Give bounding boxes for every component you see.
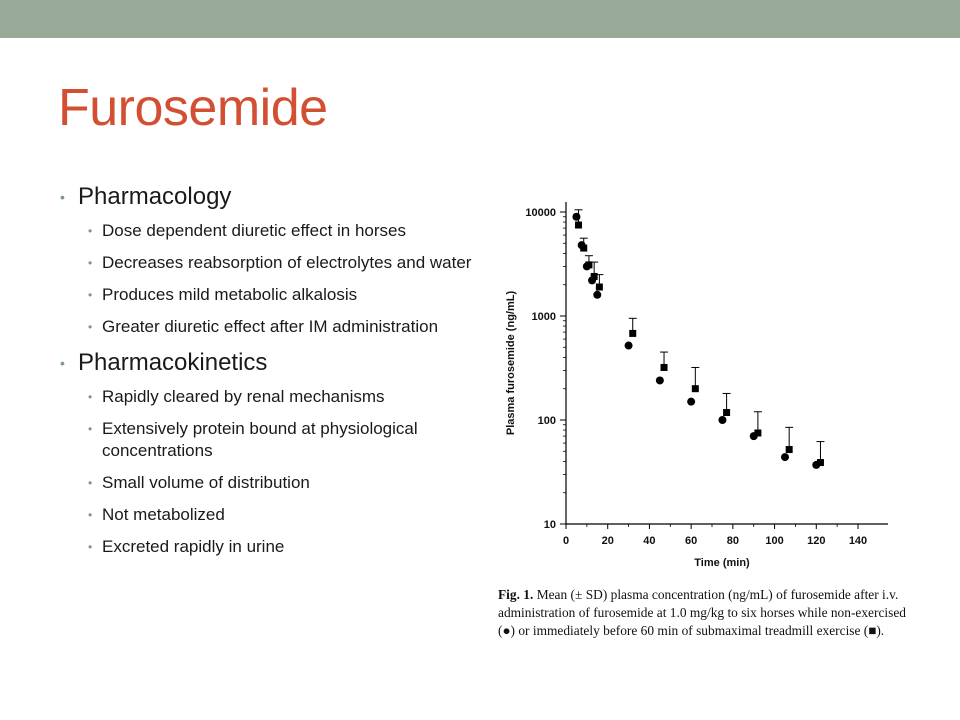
sub-bullet [60,316,480,338]
data-point-square [786,446,793,453]
x-tick-label: 140 [848,535,868,547]
data-point-circle [625,342,633,350]
x-tick-label: 100 [765,535,784,547]
bullet-dot-icon: • [88,390,93,404]
top-band [0,0,960,38]
sub-bullet-text: Greater diuretic effect after IM administration [102,317,439,336]
data-point-square [661,364,668,371]
bullet-dot-icon: • [88,288,93,302]
x-tick-label: 60 [685,535,698,547]
section-pharmacology [60,182,480,338]
y-tick-label: 10 [543,519,556,531]
x-tick-label: 0 [562,535,570,547]
sub-bullet [60,284,480,306]
sub-bullet-text: Extensively protein bound at physiological concentrations [102,419,418,460]
sub-bullet-text: Small volume of distribution [102,473,310,492]
y-tick-label: 10000 [525,207,556,219]
bullet-dot-icon: • [60,189,65,205]
sub-bullet [60,252,480,274]
bullet-dot-icon: • [88,540,93,554]
data-point-square [580,245,587,252]
figure-caption [498,586,918,640]
bullet-heading [60,348,480,378]
sub-bullet-text: Rapidly cleared by renal mechanisms [102,387,385,406]
sub-bullet [60,418,480,462]
caption-label: Fig. 1. [498,587,534,602]
section-pharmacokinetics [60,348,480,558]
data-point-circle [572,213,580,221]
sub-bullet [60,536,480,558]
caption-text: Mean (± SD) plasma concentration (ng/mL) of furosemide after i.v. administration of furosemide at 1.0 mg/kg to six horses while non-exercised (●) or immediately before 60 min of submaximal treadmill exercise (■). [498,587,906,638]
data-point-square [596,284,603,291]
slide-title: Furosemide [58,79,328,137]
y-axis-label: Plasma furosemide (ng/mL) [505,290,517,436]
data-point-circle [687,398,695,406]
bullet-dot-icon: • [88,320,93,334]
sub-bullet-text: Dose dependent diuretic effect in horses [102,221,406,240]
x-tick-label: 120 [807,535,826,547]
sub-bullet [60,504,480,526]
data-point-circle [781,453,789,461]
y-tick-label: 1000 [531,311,556,323]
bullet-heading [60,182,480,212]
data-point-circle [656,376,664,384]
x-tick-label: 40 [643,535,656,547]
bullet-dot-icon: • [88,476,93,490]
furosemide-chart [488,190,918,580]
y-tick-label: 100 [537,415,556,427]
sub-bullet [60,472,480,494]
data-point-square [723,409,730,416]
sub-bullet-text: Produces mild metabolic alkalosis [102,285,358,304]
bullet-dot-icon: • [88,508,93,522]
heading-text: Pharmacokinetics [78,349,268,376]
bullet-dot-icon: • [88,224,93,238]
data-point-square [692,385,699,392]
bullet-list [60,182,480,568]
x-axis-label: Time (min) [694,557,750,569]
bullet-dot-icon: • [88,256,93,270]
x-tick-label: 80 [726,535,739,547]
data-point-square [629,330,636,337]
chart-container [488,190,918,580]
sub-bullet-text: Decreases reabsorption of electrolytes and water [102,253,472,272]
data-point-square [575,221,582,228]
heading-text: Pharmacology [78,183,232,210]
data-point-circle [718,416,726,424]
x-tick-label: 20 [601,535,614,547]
data-point-square [817,459,824,466]
data-point-circle [593,291,601,299]
sub-bullet-text: Not metabolized [102,505,225,524]
sub-bullet [60,220,480,242]
bullet-dot-icon: • [88,422,93,436]
data-point-square [591,273,598,280]
sub-bullet [60,386,480,408]
sub-bullet-text: Excreted rapidly in urine [102,537,285,556]
bullet-dot-icon: • [60,355,65,371]
data-point-square [754,429,761,436]
